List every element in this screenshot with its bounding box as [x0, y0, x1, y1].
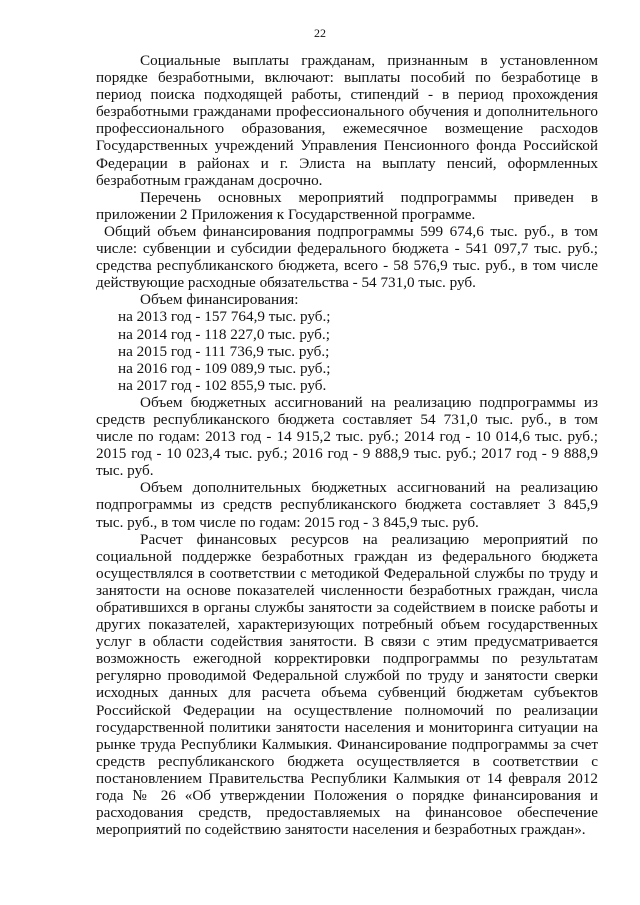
financing-item-2015: на 2015 год - 111 736,9 тыс. руб.; [118, 342, 330, 360]
financing-item-2017: на 2017 год - 102 855,9 тыс. руб. [118, 376, 327, 394]
paragraph-additional-allocations: Объем дополнительных бюджетных ассигнований на реализацию подпрограммы из средств республиканского бюджета составляет 3 845,9 тыс. руб., в том числе по годам: 2015 год - 3 845,9 тыс. руб. [96, 479, 598, 531]
paragraph-budget-allocations: Объем бюджетных ассигнований на реализацию подпрограммы из средств республиканского бюджета составляет 54 731,0 тыс. руб., в том числе по годам: 2013 год - 14 915,2 тыс. руб.; 2014 год - 10 014,6 тыс. руб.; 2015 год - 10 023,4 тыс. руб.; 2016 год - 9 888,9 тыс. руб.; 2017 год - 9 888,9 тыс. руб. [96, 393, 598, 480]
financing-item-2013: на 2013 год - 157 764,9 тыс. руб.; [118, 308, 331, 326]
paragraph-measures-list: Перечень основных мероприятий подпрограммы приведен в приложении 2 Приложения к Государственной программе. [96, 188, 598, 223]
financing-item-2016: на 2016 год - 109 089,9 тыс. руб.; [118, 359, 331, 377]
page-number: 22 [314, 26, 326, 40]
financing-item-2014: на 2014 год - 118 227,0 тыс. руб.; [118, 325, 330, 343]
financing-heading: Объем финансирования: [140, 291, 299, 309]
paragraph-social-payments: Социальные выплаты гражданам, признанным в установленном порядке безработными, включают: выплаты пособий по безработице в период поиска подходящей работы, стипендий - в период прохождения безработными гражданами профессионального обучения и дополнительного профессионального образования, ежемесячное возмещение расходов Государственных учреждений Управления Пенсионного фонда Российской Федерации в районах и г. Элиста на выплату пенсий, оформленных безработным гражданам досрочно. [96, 52, 598, 189]
paragraph-total-financing: Общий объем финансирования подпрограммы 599 674,6 тыс. руб., в том числе: субвенции и субсидии федерального бюджета - 541 097,7 тыс. руб.; средства республиканского бюджета, всего - 58 576,9 тыс. руб., в том числе действующие расходные обязательства - 54 731,0 тыс. руб. [96, 222, 598, 292]
paragraph-calculation: Расчет финансовых ресурсов на реализацию мероприятий по социальной поддержке безработных граждан из федерального бюджета осуществлялся в соответствии с методикой Федеральной службы по труду и занятости на основе показателей численности безработных граждан, числа обратившихся в органы службы занятости за содействием в поиске работы и других показателей, характеризующих потребный объем государственных услуг в области содействия занятости. В связи с этим предусматривается возможность ежегодной корректировки подпрограммы по результатам регулярно проводимой Федеральной службой по труду и занятости сверки исходных данных для расчета объема субвенций бюджетам субъектов Российской Федерации на осуществление полномочий по реализации государственной политики занятости населения и мониторинга ситуации на рынке труда Республики Калмыкия. Финансирование подпрограммы за счет средств республиканского бюджета осуществляется в соответствии с постановлением Правительства Республики Калмыкия от 14 февраля 2012 года № 26 «Об утверждении Положения о порядке финансирования и расходования средств, предоставляемых на финансовое обеспечение мероприятий по содействию занятости населения и безработных граждан». [96, 530, 598, 839]
document-body [96, 52, 598, 838]
